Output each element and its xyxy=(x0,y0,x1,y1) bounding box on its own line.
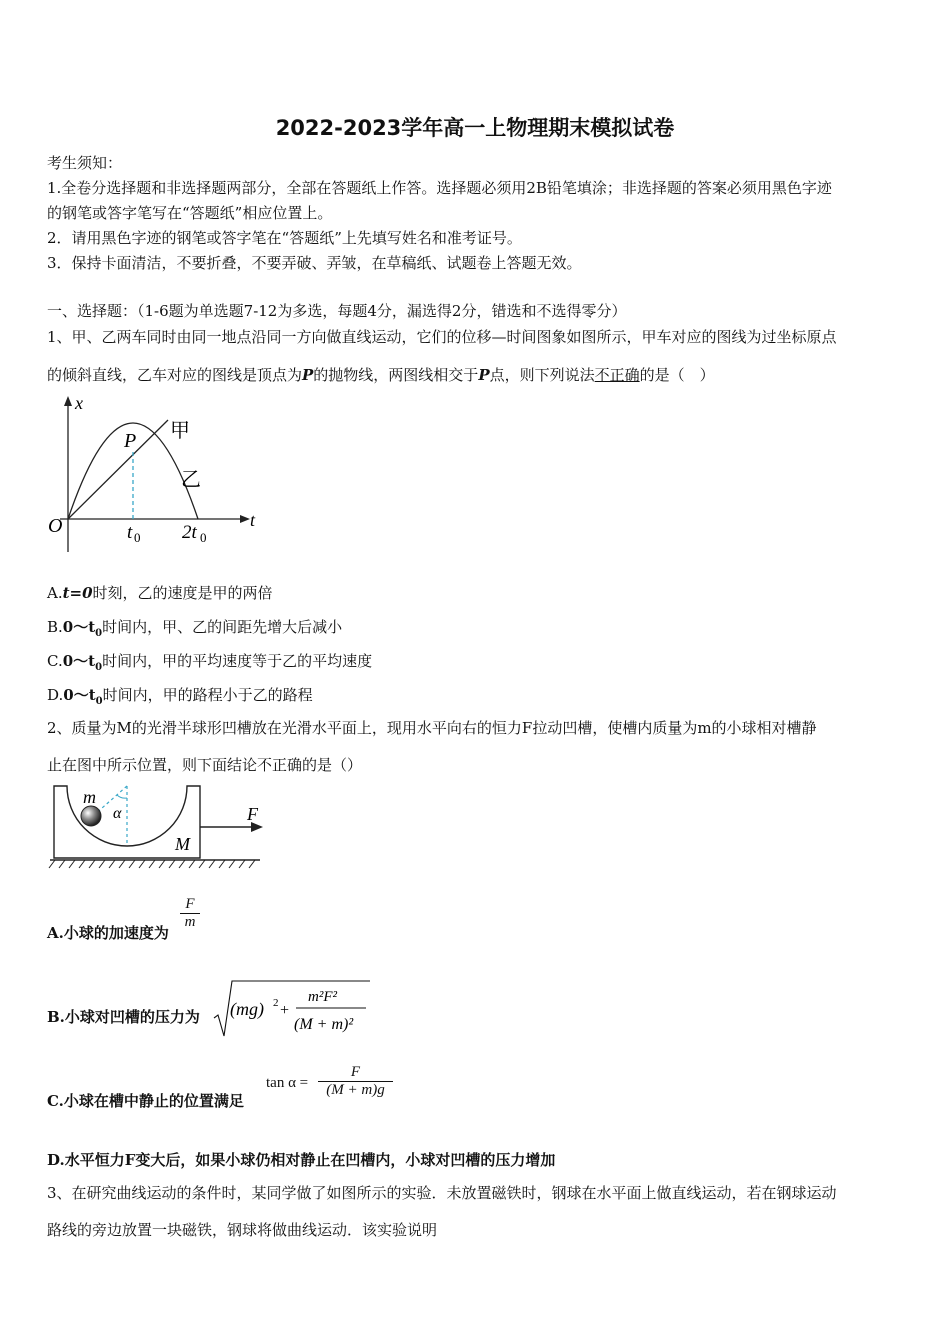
q2-stem-line1: 2、质量为M的光滑半球形凹槽放在光滑水平面上，现用水平向右的恒力F拉动凹槽，使槽内质量为m的小球相对槽静 xyxy=(47,719,817,737)
mg-exponent: 2 xyxy=(273,997,279,1009)
q2-stem-line2: 止在图中所示位置，则下面结论不正确的是（） xyxy=(47,756,363,774)
q2-option-a[interactable]: A.小球的加速度为 xyxy=(47,924,169,942)
q1-text-b: 的抛物线，两图线相交于 xyxy=(313,366,479,384)
q2-c-fraction xyxy=(318,1064,393,1099)
q2-a-numerator: F xyxy=(185,896,195,912)
q1-option-a[interactable]: A.t=0时刻，乙的速度是甲的两倍 xyxy=(47,584,273,602)
q1-xt-graph xyxy=(40,392,270,557)
alpha-arc xyxy=(117,795,127,798)
alpha-label: α xyxy=(113,805,122,822)
q2-a-fraction xyxy=(180,896,200,931)
q2-groove-figure xyxy=(45,782,270,874)
ball xyxy=(81,806,101,826)
q1-option-c[interactable]: $C.0\sim t_0$时间内，甲的平均速度等于乙的平均速度 xyxy=(47,652,373,673)
t2-subscript: 0 xyxy=(200,530,207,545)
notice-item-2: 2．请用黑色字迹的钢笔或答字笔在“答题纸”上先填写姓名和准考证号。 xyxy=(47,229,522,247)
q3-stem-line1: 3、在研究曲线运动的条件时，某同学做了如图所示的实验．未放置磁铁时，钢球在水平面上做直线运动，若在钢球运动 xyxy=(47,1184,837,1202)
t0-label: t xyxy=(127,522,133,543)
q2-option-b[interactable]: B.小球对凹槽的压力为 xyxy=(47,1008,200,1026)
b-denominator: (M + m)² xyxy=(294,1016,354,1033)
t2-label: 2t xyxy=(182,522,197,543)
yi-label: 乙 xyxy=(181,469,201,491)
q1-text-d: 的是（ ） xyxy=(639,366,715,384)
notice-item-1: 1.全卷分选择题和非选择题两部分，全部在答题纸上作答。选择题必须用2B铅笔填涂；非选择题的答案必须用黑色字迹 xyxy=(47,179,832,197)
q2-option-c[interactable]: C.小球在槽中静止的位置满足 xyxy=(47,1092,244,1110)
q2-c-numerator: F xyxy=(350,1064,361,1080)
t0-subscript: 0 xyxy=(134,530,141,545)
q1-option-d[interactable]: $D.0\sim t_0$时间内，甲的路程小于乙的路程 xyxy=(47,686,313,707)
jia-line xyxy=(68,420,168,519)
notice-item-3: 3．保持卡面清洁，不要折叠，不要弄破、弄皱，在草稿纸、试题卷上答题无效。 xyxy=(47,254,582,272)
q1-underlined: 不正确 xyxy=(594,366,640,384)
q2-c-lhs: tan α = xyxy=(266,1075,309,1091)
q1-option-b[interactable]: $B.0\sim t_0$时间内，甲、乙的间距先增大后减小 xyxy=(47,618,343,639)
q2-option-d[interactable]: D.水平恒力F变大后，如果小球仍相对静止在凹槽内，小球对凹槽的压力增加 xyxy=(47,1151,556,1169)
jia-label: 甲 xyxy=(170,420,190,442)
ground-hatching xyxy=(49,860,255,868)
t-axis-label: t xyxy=(250,510,256,530)
q1-text-a: 的倾斜直线，乙车对应的图线是顶点为 xyxy=(47,366,303,384)
force-F-label: F xyxy=(247,804,258,824)
mg-term: (mg) xyxy=(230,999,264,1019)
mass-M-label: M xyxy=(175,834,190,854)
q2-a-denominator: m xyxy=(180,913,200,931)
b-numerator: m²F² xyxy=(308,989,337,1005)
q2-b-radical xyxy=(212,978,374,1040)
section-heading: 一、选择题：（1-6题为单选题7-12为多选，每题4分，漏选得2分，错选和不选得零分） xyxy=(47,302,627,320)
t-axis-arrow xyxy=(240,515,250,523)
notice-item-1-cont: 的钢笔或答字笔写在“答题纸”相应位置上。 xyxy=(47,204,333,222)
origin-label: O xyxy=(48,515,63,537)
q1-stem-line1: 1、甲、乙两车同时由同一地点沿同一方向做直线运动，它们的位移—时间图象如图所示，甲车对应的图线为过坐标原点 xyxy=(47,328,837,346)
q1-point-p2: P xyxy=(478,366,490,384)
notice-heading: 考生须知： xyxy=(47,154,123,172)
x-axis-label: x xyxy=(75,393,83,413)
mass-m-label: m xyxy=(83,787,96,807)
q3-stem-line2: 路线的旁边放置一块磁铁，钢球将做曲线运动．该实验说明 xyxy=(47,1221,438,1239)
plus-sign: + xyxy=(280,1002,290,1019)
q1-stem-line2 xyxy=(47,365,715,385)
q1-text-c: 点，则下列说法 xyxy=(489,366,595,384)
point-p-label: P xyxy=(124,430,137,452)
x-axis-arrow xyxy=(64,396,72,406)
q1-point-p1: P xyxy=(302,366,314,384)
q2-c-denominator: (M + m)g xyxy=(318,1081,393,1099)
page-title: 2022-2023学年高一上物理期末模拟试卷 xyxy=(275,116,675,140)
